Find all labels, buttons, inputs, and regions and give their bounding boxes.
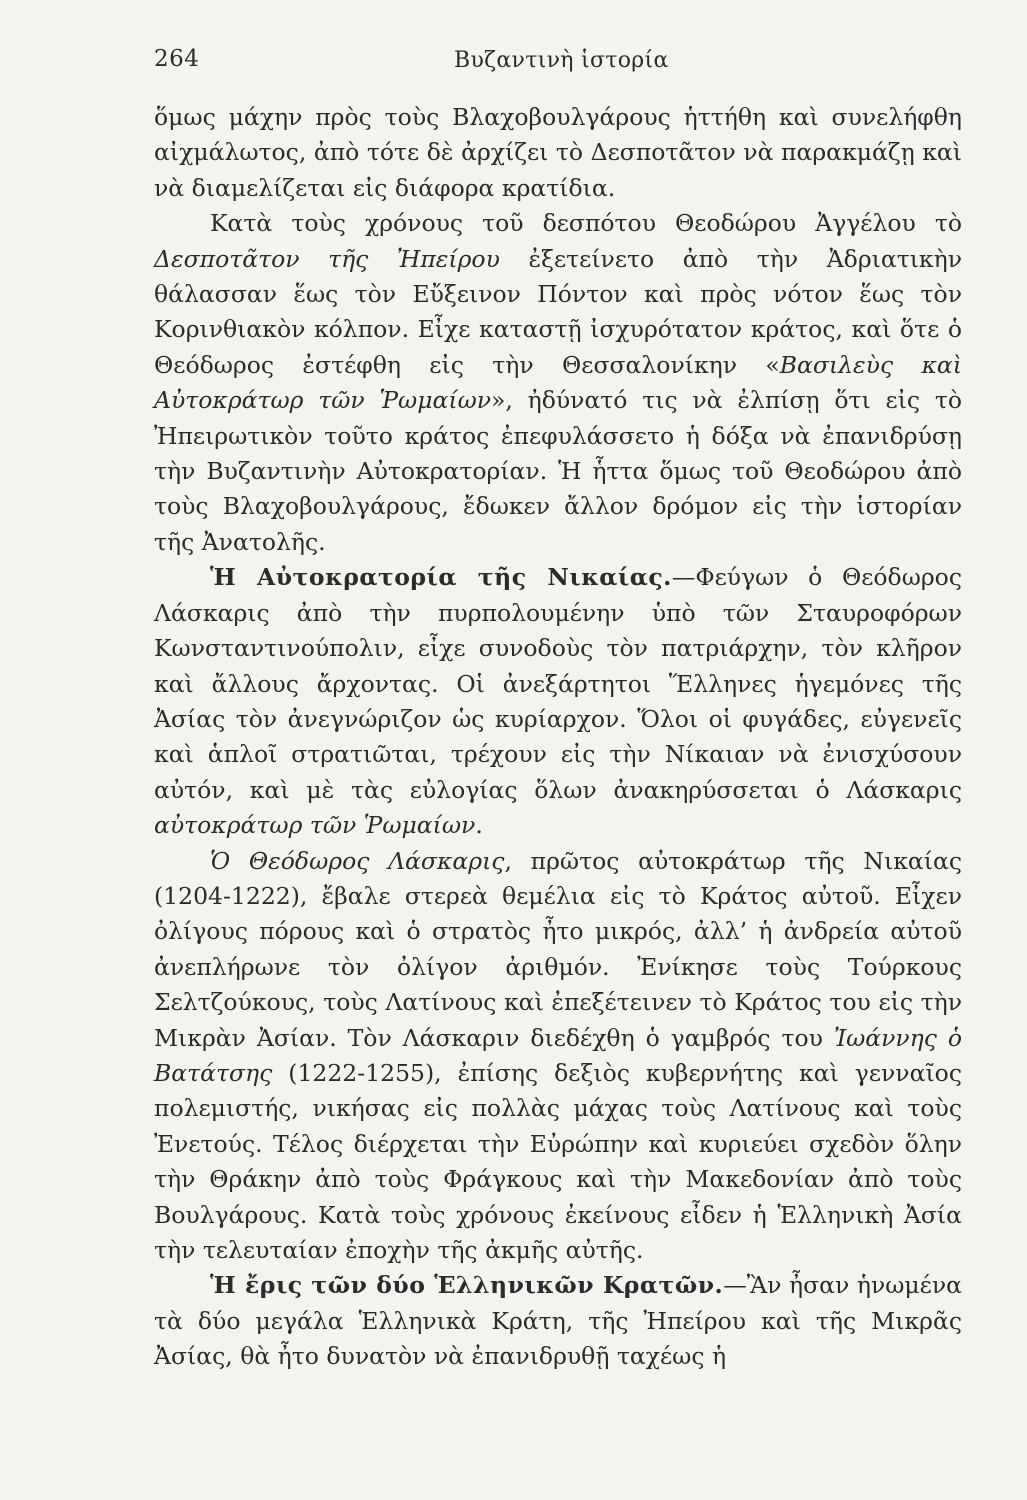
page-header — [154, 46, 872, 82]
section-heading: Ἡ Αὐτοκρατορία τῆς Νικαίας. — [210, 563, 672, 592]
text-run: —Ἂν ἦσαν ἡνωμένα τὰ δύο μεγάλα Ἑλληνικὰ Κράτη, τῆς Ἠπείρου καὶ τῆς Μικρᾶς Ἀσίας, θὰ ἦτο δυνατὸν νὰ ἐπανιδρυθῇ ταχέως ἡ — [154, 1271, 963, 1371]
italic-term: Ὁ Θεόδωρος Λάσκαρις — [210, 846, 505, 875]
italic-term: Ἰωάννης ὁ Βατάτσης — [154, 1023, 962, 1087]
paragraph — [154, 560, 962, 843]
paragraph — [154, 1268, 962, 1374]
text-run: Κατὰ τοὺς χρόνους τοῦ δεσπότου Θεοδώρου Ἀγγέλου τὸ — [210, 209, 962, 238]
page-number: 264 — [154, 46, 200, 72]
italic-term: αὐτοκράτωρ τῶν Ῥωμαίων — [154, 811, 476, 840]
text-run: , πρῶτος αὐτοκράτωρ τῆς Νικαίας (1204-1222), ἔβαλε στερεὰ θεμέλια εἰς τὸ Κράτος αὐτοῦ. Εἶχεν ὀλίγους πόρους καὶ ὁ στρατὸς ἦτο μικρός, ἀλλ’ ἡ ἀνδρεία αὐτοῦ ἀνεπλήρωνε τὸν ὀλίγον ἀριθμόν. Ἐνίκησε τοὺς Τούρκους Σελτζούκους, τοὺς Λατίνους καὶ ἐπεξέτεινεν τὸ Κράτος του εἰς τὴν Μικρὰν Ἀσίαν. Τὸν Λάσκαριν διεδέχθη ὁ γαμβρός του — [154, 846, 963, 1052]
paragraph — [154, 844, 962, 1269]
text-run: (1222-1255), ἐπίσης δεξιὸς κυβερνήτης καὶ γενναῖος πολεμιστής, νικήσας εἰς πολλὰς μάχας τοὺς Λατίνους καὶ τοὺς Ἐνετούς. Τέλος διέρχεται τὴν Εὐρώπην καὶ κυριεύει σχεδὸν ὅλην τὴν Θράκην ἀπὸ τοὺς Φράγκους καὶ τὴν Μακεδονίαν ἀπὸ τοὺς Βουλγάρους. Κατὰ τοὺς χρόνους ἐκείνους εἶδεν ἡ Ἑλληνικὴ Ἀσία τὴν τελευταίαν ἐποχὴν τῆς ἀκμῆς αὐτῆς. — [154, 1058, 962, 1264]
section-heading: Ἡ ἔρις τῶν δύο Ἑλληνικῶν Κρατῶν. — [210, 1271, 724, 1300]
italic-term: Βασιλεὺς καὶ Αὐτοκράτωρ τῶν Ῥωμαίων — [154, 350, 962, 415]
italic-term: Δεσποτᾶτον τῆς Ἠπείρου — [154, 244, 500, 273]
text-run: —Φεύγων ὁ Θεόδωρος Λάσκαρις ἀπὸ τὴν πυρπολουμένην ὑπὸ τῶν Σταυροφόρων Κωνσταντινούπολιν, εἶχε συνοδοὺς τὸν πατριάρχην, τὸν κλῆρον καὶ ἄλλους ἄρχοντας. Οἱ ἀνεξάρτητοι Ἕλληνες ἡγεμόνες τῆς Ἀσίας τὸν ἀνεγνώριζον ὡς κυρίαρχον. Ὅλοι οἱ φυγάδες, εὐγενεῖς καὶ ἁπλοῖ στρατιῶται, τρέχουν εἰς τὴν Νίκαιαν νὰ ἐνισχύσουν αὐτόν, καὶ μὲ τὰς εὐλογίας ὅλων ἀνακηρύσσεται ὁ Λάσκαρις — [154, 563, 962, 804]
text-run: ὅμως μάχην πρὸς τοὺς Βλαχοβουλγάρους ἡττήθη καὶ συνελήφθη αἰχμάλωτος, ἀπὸ τότε δὲ ἀρχίζει τὸ Δεσποτᾶτον νὰ παρακμάζῃ καὶ νὰ διαμελίζεται εἰς διάφορα κρατίδια. — [154, 103, 962, 202]
paragraph — [154, 100, 962, 206]
body-text — [154, 100, 962, 1375]
text-run: », ἠδύνατό τις νὰ ἐλπίσῃ ὅτι εἰς τὸ Ἠπειρωτικὸν τοῦτο κράτος ἐπεφυλάσσετο ἡ δόξα νὰ ἐπανιδρύσῃ τὴν Βυζαντινὴν Αὐτοκρατορίαν. Ἡ ἧττα ὅμως τοῦ Θεοδώρου ἀπὸ τοὺς Βλαχοβουλγάρους, ἔδωκεν ἄλλον δρόμον εἰς τὴν ἱστορίαν τῆς Ἀνατολῆς. — [154, 386, 962, 556]
text-run: ἐξετείνετο ἀπὸ τὴν Ἀδριατικὴν θάλασσαν ἕως τὸν Εὔξεινον Πόντον καὶ πρὸς νότον ἕως τὸν Κορινθιακὸν κόλπον. Εἶχε καταστῇ ἰσχυρότατον κράτος, καὶ ὅτε ὁ Θεόδωρος ἐστέφθη εἰς τὴν Θεσσαλονίκην « — [154, 244, 962, 379]
text-run: . — [475, 811, 483, 840]
running-head: Βυζαντινὴ ἱστορία — [454, 48, 669, 73]
paragraph — [154, 206, 962, 560]
